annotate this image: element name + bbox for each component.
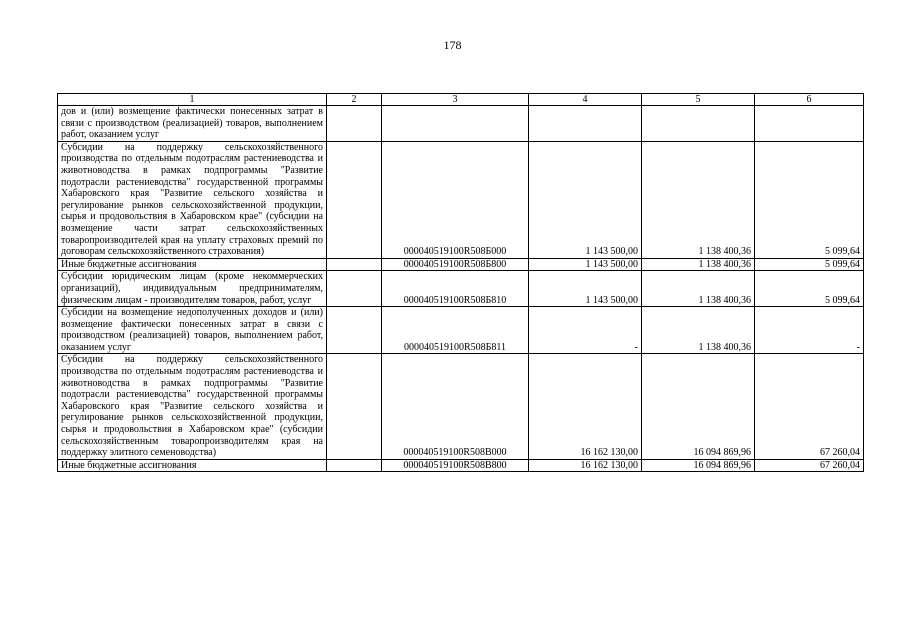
budget-code-cell: 000040519100R508Б811 bbox=[382, 307, 529, 354]
table-row bbox=[58, 106, 864, 142]
column-header: 6 bbox=[755, 94, 864, 106]
amount-planned-cell bbox=[529, 106, 642, 142]
amount-remainder-cell: 67 260,04 bbox=[755, 354, 864, 459]
table-row bbox=[58, 141, 864, 258]
table-row bbox=[58, 271, 864, 307]
budget-code-cell: 000040519100R508Б800 bbox=[382, 258, 529, 271]
amount-planned-cell: - bbox=[529, 307, 642, 354]
description-cell: Иные бюджетные ассигнования bbox=[58, 459, 327, 472]
amount-executed-cell bbox=[642, 106, 755, 142]
budget-code-cell: 000040519100R508Б810 bbox=[382, 271, 529, 307]
amount-remainder-cell: 67 260,04 bbox=[755, 459, 864, 472]
amount-executed-cell: 1 138 400,36 bbox=[642, 258, 755, 271]
column-header: 1 bbox=[58, 94, 327, 106]
budget-code-cell: 000040519100R508Б000 bbox=[382, 141, 529, 258]
column-2-cell bbox=[327, 271, 382, 307]
column-header: 2 bbox=[327, 94, 382, 106]
amount-executed-cell: 16 094 869,96 bbox=[642, 354, 755, 459]
description-cell: Субсидии на поддержку сельскохозяйственного производства по отдельным подотраслям растениеводства и животноводства в рамках подпрограммы "Развитие подотрасли растениеводства" государственной программы Хабаровского края "Развитие сельского хозяйства и регулирование рынков сельскохозяйственной продукции, сырья и продовольствия в Хабаровском крае" (субсидии сельскохозяйственным товаропроизводителям края на поддержку элитного семеноводства) bbox=[58, 354, 327, 459]
amount-planned-cell: 16 162 130,00 bbox=[529, 459, 642, 472]
amount-executed-cell: 1 138 400,36 bbox=[642, 307, 755, 354]
description-cell: Субсидии на поддержку сельскохозяйственного производства по отдельным подотраслям растениеводства и животноводства в рамках подпрограммы "Развитие подотрасли растениеводства" государственной программы Хабаровского края "Развитие сельского хозяйства и регулирование рынков сельскохозяйственной продукции, сырья и продовольствия в Хабаровском крае" (субсидии на возмещение части затрат сельскохозяйственных товаропроизводителей края на уплату страховых премий по договорам сельскохозяйственного страхования) bbox=[58, 141, 327, 258]
column-2-cell bbox=[327, 141, 382, 258]
amount-executed-cell: 1 138 400,36 bbox=[642, 141, 755, 258]
budget-code-cell: 000040519100R508В800 bbox=[382, 459, 529, 472]
amount-remainder-cell: 5 099,64 bbox=[755, 258, 864, 271]
page-number: 178 bbox=[443, 38, 462, 52]
description-cell: Иные бюджетные ассигнования bbox=[58, 258, 327, 271]
column-header: 4 bbox=[529, 94, 642, 106]
amount-remainder-cell bbox=[755, 106, 864, 142]
column-header: 5 bbox=[642, 94, 755, 106]
column-2-cell bbox=[327, 307, 382, 354]
budget-code-cell: 000040519100R508В000 bbox=[382, 354, 529, 459]
column-2-cell bbox=[327, 459, 382, 472]
amount-planned-cell: 1 143 500,00 bbox=[529, 271, 642, 307]
table-row bbox=[58, 459, 864, 472]
amount-remainder-cell: - bbox=[755, 307, 864, 354]
amount-executed-cell: 1 138 400,36 bbox=[642, 271, 755, 307]
table-row bbox=[58, 307, 864, 354]
budget-code-cell bbox=[382, 106, 529, 142]
description-cell: дов и (или) возмещение фактически понесенных затрат в связи с производством (реализацией) товаров, выполнением работ, оказанием услуг bbox=[58, 106, 327, 142]
amount-planned-cell: 1 143 500,00 bbox=[529, 141, 642, 258]
amount-executed-cell: 16 094 869,96 bbox=[642, 459, 755, 472]
column-2-cell bbox=[327, 258, 382, 271]
amount-remainder-cell: 5 099,64 bbox=[755, 271, 864, 307]
table-row bbox=[58, 258, 864, 271]
amount-planned-cell: 1 143 500,00 bbox=[529, 258, 642, 271]
column-2-cell bbox=[327, 354, 382, 459]
budget-table bbox=[57, 93, 864, 472]
description-cell: Субсидии на возмещение недополученных доходов и (или) возмещение фактически понесенных затрат в связи с производством (реализацией) товаров, выполнением работ, оказанием услуг bbox=[58, 307, 327, 354]
description-cell: Субсидии юридическим лицам (кроме некоммерческих организаций), индивидуальным предпринимателям, физическим лицам - производителям товаров, работ, услуг bbox=[58, 271, 327, 307]
table-row bbox=[58, 354, 864, 459]
column-header: 3 bbox=[382, 94, 529, 106]
table-header-row bbox=[58, 94, 864, 106]
amount-remainder-cell: 5 099,64 bbox=[755, 141, 864, 258]
amount-planned-cell: 16 162 130,00 bbox=[529, 354, 642, 459]
column-2-cell bbox=[327, 106, 382, 142]
